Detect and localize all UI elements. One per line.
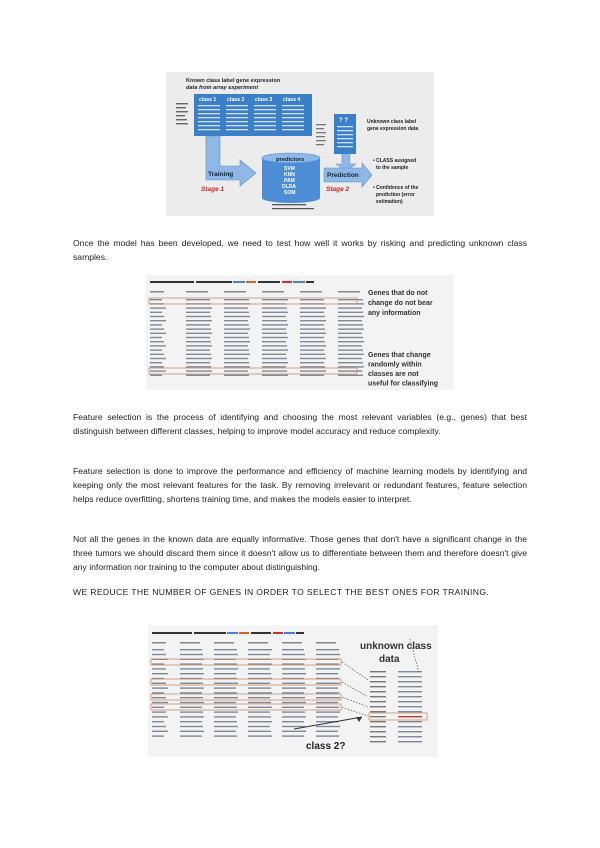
- gene-id-cell: [150, 316, 164, 317]
- expression-cell: [262, 358, 287, 359]
- expression-cell: [316, 649, 339, 650]
- gene-id-cell: [152, 721, 164, 722]
- expression-cell: [338, 324, 363, 325]
- unknown-value-cell: [398, 686, 422, 687]
- gene-id-cell: [152, 716, 168, 717]
- expression-cell: [316, 654, 340, 655]
- gene-id-cell: [150, 307, 166, 308]
- expression-cell: [282, 692, 304, 693]
- expression-cell: [316, 687, 338, 688]
- expression-cell: [300, 320, 326, 321]
- expression-cell: [180, 673, 204, 674]
- gene-id-cell: [150, 299, 162, 300]
- gene-id-cell: [152, 726, 166, 727]
- expression-cell: [224, 362, 249, 363]
- training-label: Training: [208, 171, 234, 178]
- expression-cell: [224, 354, 250, 355]
- expression-cell: [338, 299, 363, 300]
- gene-id-cell: [152, 692, 164, 693]
- expression-cell: [316, 702, 338, 703]
- expression-cell: [316, 707, 339, 708]
- expression-cell: [262, 307, 287, 308]
- note2-line1: Genes that change: [368, 352, 431, 359]
- note2-line2: randomly within: [368, 361, 422, 369]
- expression-cell: [316, 673, 338, 674]
- expression-cell: [262, 370, 287, 371]
- expression-cell: [186, 349, 210, 350]
- expression-cell: [180, 697, 203, 698]
- note2-line4: useful for classifying: [368, 380, 439, 388]
- expression-cell: [316, 683, 340, 684]
- expression-cell: [282, 663, 304, 664]
- class-2-result: class 2?: [306, 741, 346, 752]
- bullet2-line2: prediction (error: [376, 192, 415, 198]
- expression-cell: [316, 735, 339, 736]
- expression-cell: [262, 375, 288, 376]
- expression-cell: [186, 320, 212, 321]
- paragraph-3: Feature selection is done to improve the performance and efficiency of machine learning models by identifying and keeping only the most relevant features for the task. By removing irrelevant or redundant features, feature selection helps reduce overfitting, shortens training time, and makes the models easier to interpret.: [73, 466, 527, 505]
- expression-cell: [300, 316, 325, 317]
- paragraph-2: Feature selection is the process of identifying and choosing the most relevant variables (e.g., genes) that best distinguish between different classes, helping to improve model accuracy and reduce complexity.: [73, 412, 527, 437]
- expression-cell: [248, 663, 272, 664]
- expression-cell: [300, 312, 324, 313]
- figure1-title-line1: Known class label gene expression: [186, 78, 281, 84]
- unknown-value-cell: [398, 731, 422, 732]
- unknown-label-line1: Unknown class label: [367, 119, 417, 125]
- expression-cell: [248, 683, 270, 684]
- gene-id-cell: [152, 697, 166, 698]
- expression-cell: [300, 354, 325, 355]
- expression-cell: [214, 726, 238, 727]
- unknown-gene-cell: [370, 741, 386, 742]
- expression-cell: [248, 687, 271, 688]
- expression-cell: [180, 726, 203, 727]
- expression-cell: [180, 702, 204, 703]
- expression-cell: [316, 663, 339, 664]
- expression-cell: [180, 654, 203, 655]
- workflow-diagram: [166, 72, 434, 216]
- expression-cell: [180, 687, 204, 688]
- expression-cell: [248, 702, 271, 703]
- expression-cell: [282, 726, 305, 727]
- expression-cell: [248, 716, 271, 717]
- expression-cell: [186, 337, 210, 338]
- expression-cell: [180, 663, 202, 664]
- expression-cell: [338, 358, 362, 359]
- table-title-bar: [150, 281, 314, 283]
- expression-cell: [214, 683, 238, 684]
- unknown-value-cell: [398, 741, 422, 742]
- expression-cell: [248, 654, 270, 655]
- gene-id-cell: [152, 663, 164, 664]
- unknown-value-cell: [398, 681, 422, 682]
- expression-cell: [186, 370, 212, 371]
- expression-cell: [338, 337, 363, 338]
- expression-cell: [214, 735, 237, 736]
- paragraph-4: Not all the genes in the known data are equally informative. Those genes that don't have a significant change in the three tumors we should discard them since it doesn't allow us to differentiate between them and therefore doesn't give any information nor training to the computer about distinguishing.: [73, 534, 527, 573]
- expression-cell: [262, 299, 288, 300]
- figure1-title-line2: data from array experiment: [186, 85, 259, 91]
- expression-cell: [300, 337, 324, 338]
- expression-cell: [282, 721, 304, 722]
- gene-id-cell: [152, 702, 168, 703]
- expression-cell: [214, 731, 236, 732]
- gene-id-cell: [152, 654, 166, 655]
- expression-cell: [300, 375, 324, 376]
- expression-cell: [224, 341, 250, 342]
- predictor-pam: PAM: [284, 178, 295, 184]
- expression-cell: [338, 354, 364, 355]
- expression-cell: [224, 375, 249, 376]
- expression-cell: [262, 366, 286, 367]
- expression-cell: [338, 320, 362, 321]
- prediction-label: Prediction: [327, 172, 359, 179]
- paragraph-1: Once the model has been developed, we need to test how well it works by risking and predicting unknown class samples.: [73, 238, 527, 263]
- expression-cell: [262, 333, 287, 334]
- unknown-gene-cell: [370, 676, 386, 677]
- expression-cell: [300, 349, 324, 350]
- unknown-value-cell: [398, 676, 422, 677]
- expression-cell: [300, 362, 324, 363]
- expression-cell: [282, 683, 305, 684]
- note1-line2: change do not bear: [368, 300, 433, 307]
- expression-cell: [282, 711, 305, 712]
- expression-cell: [262, 320, 287, 321]
- expression-cell: [186, 375, 210, 376]
- expression-cell: [214, 716, 236, 717]
- expression-cell: [248, 735, 272, 736]
- expression-cell: [262, 345, 287, 346]
- expression-cell: [248, 668, 270, 669]
- expression-cell: [262, 349, 288, 350]
- gene-id-cell: [150, 341, 164, 342]
- expression-cell: [282, 697, 305, 698]
- expression-cell: [300, 299, 324, 300]
- gene-id-cell: [150, 337, 162, 338]
- expression-cell: [180, 721, 202, 722]
- expression-cell: [300, 328, 325, 329]
- unknown-gene-cell: [370, 716, 386, 717]
- table3-title-bar: [152, 632, 304, 634]
- expression-cell: [338, 362, 363, 363]
- expression-cell: [248, 697, 270, 698]
- expression-cell: [316, 711, 340, 712]
- gene-id-cell: [152, 668, 166, 669]
- predictor-svm: SVM: [284, 166, 295, 172]
- unknown-gene-cell: [370, 711, 386, 712]
- expression-cell: [282, 687, 306, 688]
- expression-cell: [338, 307, 362, 308]
- expression-cell: [214, 692, 237, 693]
- expression-cell: [224, 333, 248, 334]
- reduced-genes-diagram: [148, 625, 438, 757]
- expression-cell: [248, 673, 271, 674]
- expression-cell: [262, 337, 288, 338]
- gene-id-cell: [150, 320, 166, 321]
- expression-cell: [180, 683, 203, 684]
- expression-cell: [300, 324, 324, 325]
- unknown-gene-cell: [370, 691, 386, 692]
- predictor-knn: KNN: [284, 172, 295, 178]
- unknown-value-cell: [398, 736, 422, 737]
- expression-cell: [248, 711, 270, 712]
- gene-table-diagram: [146, 275, 454, 390]
- bullet1-line2: to the sample: [376, 165, 409, 171]
- expression-cell: [214, 687, 236, 688]
- unknown-gene-cell: [370, 686, 386, 687]
- expression-cell: [248, 692, 272, 693]
- expression-cell: [186, 345, 212, 346]
- gene-id-cell: [150, 312, 162, 313]
- expression-cell: [300, 341, 325, 342]
- gene-id-cell: [150, 366, 164, 367]
- expression-cell: [180, 711, 203, 712]
- class-header-3: class 3: [255, 97, 273, 103]
- expression-cell: [186, 362, 210, 363]
- expression-cell: [262, 362, 288, 363]
- expression-cell: [224, 316, 250, 317]
- expression-cell: [316, 692, 339, 693]
- unknown-value-cell: [398, 706, 422, 707]
- expression-cell: [224, 337, 249, 338]
- bullet2-line1: • Confidence of the: [373, 185, 419, 191]
- expression-cell: [248, 726, 270, 727]
- expression-cell: [338, 328, 364, 329]
- expression-cell: [248, 731, 271, 732]
- gene-id-cell: [150, 358, 166, 359]
- expression-cell: [262, 316, 286, 317]
- class-header-2: class 2: [227, 97, 245, 103]
- gene-id-cell: [150, 333, 166, 334]
- gene-id-cell: [152, 649, 164, 650]
- unknown-class-line2: data: [379, 654, 400, 665]
- expression-cell: [262, 354, 286, 355]
- expression-cell: [224, 307, 248, 308]
- unknown-gene-cell: [370, 706, 386, 707]
- unknown-gene-cell: [370, 671, 386, 672]
- expression-cell: [262, 324, 288, 325]
- expression-cell: [338, 370, 362, 371]
- bullet1-line1: • CLASS assigned: [373, 158, 417, 164]
- unknown-gene-cell: [370, 726, 386, 727]
- expression-cell: [180, 649, 202, 650]
- expression-cell: [338, 333, 362, 334]
- expression-cell: [214, 707, 237, 708]
- gene-id-cell: [150, 349, 162, 350]
- gene-id-cell: [152, 731, 168, 732]
- expression-cell: [282, 649, 304, 650]
- figure-reduced-genes-prediction: [148, 625, 438, 757]
- expression-cell: [224, 328, 250, 329]
- note2-line3: classes are not: [368, 371, 419, 378]
- expression-cell: [338, 316, 364, 317]
- expression-cell: [224, 358, 248, 359]
- gene-id-cell: [150, 375, 162, 376]
- expression-cell: [262, 328, 286, 329]
- expression-cell: [316, 668, 340, 669]
- expression-cell: [300, 370, 326, 371]
- unknown-gene-cell: [370, 736, 386, 737]
- unknown-value-cell: [398, 696, 422, 697]
- expression-cell: [180, 707, 202, 708]
- expression-cell: [248, 707, 272, 708]
- expression-cell: [186, 341, 211, 342]
- unknown-value-cell: [398, 691, 422, 692]
- predictors-title: predictors: [276, 157, 305, 163]
- gene-id-cell: [152, 687, 168, 688]
- gene-id-cell: [150, 354, 164, 355]
- expression-cell: [214, 673, 236, 674]
- expression-cell: [316, 726, 340, 727]
- expression-cell: [262, 341, 286, 342]
- expression-cell: [316, 731, 338, 732]
- expression-cell: [224, 349, 249, 350]
- unknown-gene-cell: [370, 731, 386, 732]
- gene-id-cell: [152, 707, 164, 708]
- expression-cell: [214, 654, 238, 655]
- expression-cell: [224, 345, 248, 346]
- expression-cell: [224, 312, 249, 313]
- gene-id-cell: [150, 362, 162, 363]
- stage1-label: Stage 1: [201, 186, 225, 193]
- expression-cell: [282, 735, 304, 736]
- expression-cell: [224, 370, 248, 371]
- unknown-value-cell: [398, 716, 422, 717]
- unknown-value-cell: [398, 726, 422, 727]
- expression-cell: [224, 299, 249, 300]
- expression-cell: [214, 697, 238, 698]
- gene-id-cell: [152, 673, 168, 674]
- expression-cell: [214, 649, 237, 650]
- expression-cell: [300, 333, 326, 334]
- unknown-gene-cell: [370, 681, 386, 682]
- expression-cell: [186, 358, 212, 359]
- stage2-label: Stage 2: [326, 186, 350, 193]
- expression-cell: [300, 345, 326, 346]
- gene-id-cell: [150, 345, 166, 346]
- expression-cell: [282, 707, 304, 708]
- expression-cell: [282, 673, 306, 674]
- expression-cell: [186, 333, 212, 334]
- expression-cell: [316, 697, 340, 698]
- expression-cell: [186, 316, 211, 317]
- bullet2-line3: estimation): [376, 199, 403, 205]
- expression-cell: [186, 366, 211, 367]
- expression-cell: [214, 711, 238, 712]
- gene-id-cell: [152, 683, 166, 684]
- expression-cell: [338, 366, 364, 367]
- unknown-gene-cell: [370, 721, 386, 722]
- class-header-1: class 1: [199, 97, 217, 103]
- unknown-value-cell: [398, 721, 422, 722]
- unknown-value-cell: [398, 701, 422, 702]
- gene-id-cell: [150, 370, 166, 371]
- expression-cell: [338, 349, 363, 350]
- figure-gene-table-informative: [146, 275, 454, 390]
- expression-cell: [186, 299, 210, 300]
- expression-cell: [180, 668, 203, 669]
- expression-cell: [214, 721, 237, 722]
- expression-cell: [282, 702, 306, 703]
- expression-cell: [224, 366, 250, 367]
- gene-id-cell: [152, 735, 164, 736]
- expression-cell: [338, 341, 364, 342]
- expression-cell: [180, 735, 202, 736]
- expression-cell: [338, 375, 363, 376]
- expression-cell: [282, 654, 305, 655]
- expression-cell: [248, 649, 272, 650]
- unknown-header: ? ?: [339, 118, 348, 124]
- class-header-4: class 4: [283, 97, 301, 103]
- gene-id-cell: [152, 711, 166, 712]
- note1-line1: Genes that do not: [368, 290, 428, 297]
- expression-cell: [224, 320, 248, 321]
- expression-cell: [282, 731, 306, 732]
- gene-id-cell: [150, 324, 162, 325]
- expression-cell: [224, 324, 249, 325]
- expression-cell: [186, 307, 212, 308]
- expression-cell: [214, 702, 236, 703]
- expression-cell: [248, 721, 272, 722]
- figure-classification-workflow: [166, 72, 434, 216]
- gene-id-cell: [150, 328, 164, 329]
- expression-cell: [186, 312, 210, 313]
- expression-cell: [186, 324, 210, 325]
- expression-cell: [180, 716, 204, 717]
- unknown-gene-cell: [370, 701, 386, 702]
- expression-cell: [186, 328, 211, 329]
- expression-cell: [338, 345, 362, 346]
- predictor-som: SOM: [284, 190, 296, 196]
- expression-cell: [180, 731, 204, 732]
- unknown-value-cell: [398, 711, 422, 712]
- expression-cell: [316, 716, 338, 717]
- expression-cell: [214, 663, 237, 664]
- expression-cell: [338, 312, 363, 313]
- expression-cell: [180, 692, 202, 693]
- expression-cell: [300, 358, 326, 359]
- unknown-gene-cell: [370, 696, 386, 697]
- unknown-label-line2: gene expression data: [367, 126, 419, 132]
- expression-cell: [262, 312, 288, 313]
- expression-cell: [300, 307, 326, 308]
- unknown-class-line1: unknown class: [360, 641, 432, 652]
- expression-cell: [214, 668, 238, 669]
- note1-line3: any information: [368, 310, 421, 317]
- expression-cell: [300, 366, 325, 367]
- expression-cell: [282, 716, 306, 717]
- paragraph-5: WE REDUCE THE NUMBER OF GENES IN ORDER TO SELECT THE BEST ONES FOR TRAINING.: [73, 587, 490, 597]
- expression-cell: [282, 668, 305, 669]
- predictor-dlda: DLDA: [282, 184, 296, 190]
- expression-cell: [186, 354, 211, 355]
